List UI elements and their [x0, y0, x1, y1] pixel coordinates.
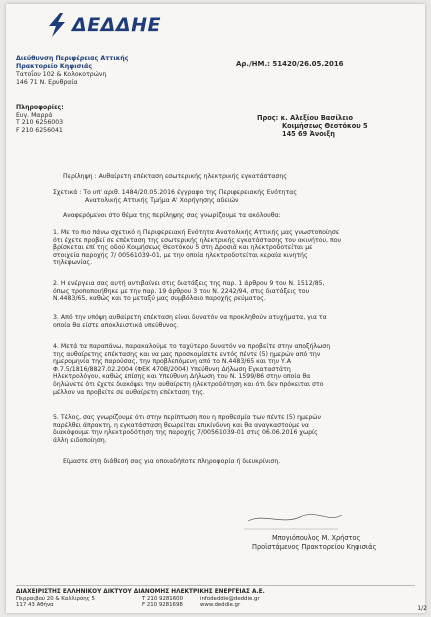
contact-info: Πληροφορίες: Ευγ. Μαρρά Τ 210 6256003 F 210 6256041	[16, 104, 64, 134]
paragraph-1: 1. Με το πιο πάνω σχετικό η Περιφερειακή Ενότητα Ανατολικής Αττικής μας γνωστοποίησε ότι έχετε προβεί σε επέκταση της εσωτερικής ηλεκτρικής εγκατάστασης του ακινήτου, που βρίσκεται επί της οδού Κοιμήσεως Θεοτόκου 5 στη Δροσιά και ηλεκτροδοτείται με στοιχεία παροχής 7/ 00561039-01, με την οποία ηλεκτροδοτείται κεραία κινητής τηλεφωνίας.	[53, 229, 342, 267]
paragraph-4: 4. Μετά τα παραπάνω, παρακαλούμε το ταχύτερο δυνατόν να προβείτε στην αποξήλωση της αυθαίρετης επέκτασης και να μας προσκομίσετε εντός πέντε (5) ημερών από την ημερομηνία της παρούσας, την προβλεπόμενη από το Ν.4483/65 και την Υ.Α Φ.7.5/1816/8827.02.2004 (ΦΕΚ 470Β/2004) Υπεύθυνη Δήλωση Εγκαταστάτη Ηλεκτρολόγου, καθώς επίσης και Υπεύθυνη Δήλωση του Ν. 1599/86 στην οποία θα δηλώνετε ότι έχετε διακόψει την αυθαίρετη ηλεκτροδότηση και ότι δεν πρόκειται στο μέλλον να προβείτε σε αυθαίρετη επέκταση της.	[53, 343, 331, 396]
stamp-marks	[238, 509, 348, 537]
reference-line: Σχετικά : Το υπ' αριθ. 1484/20.05.2016 έγγραφο της Περιφερειακής Ενότητας Ανατολικής Αττικής Τμήμα Α' Χορήγησης αδειών	[53, 189, 297, 204]
signer-name: Μπογιόπουλος Μ. Χρήστος	[272, 534, 361, 542]
signature-block	[252, 534, 376, 551]
lightning-bolt-icon	[44, 12, 70, 38]
intro-line: Αναφερόμενοι στο θέμα της περίληψης σας γνωρίζουμε τα ακόλουθα:	[63, 212, 281, 219]
footer-email: infodeddie@deddie.gr	[200, 595, 260, 602]
protocol-number: Αρ./ΗΜ.: 51420/26.05.2016	[236, 60, 344, 68]
paragraph-2: 2. Η ενέργεια σας αυτή αντιβαίνει στις διατάξεις της παρ. 1 άρθρου 9 του Ν. 1512/85, όπως τροποποιήθηκε με την παρ. 19 άρθρου 3 του Ν. 2242/94, στις διατάξεις του Ν.4483/65, καθώς και το μεταξύ μας συμβόλαιο παροχής ρεύματος.	[53, 280, 325, 303]
recipient: Προς: κ. Αλεξίου Βασίλειο Κοιμήσεως Θεοτόκου 5 145 69 Άνοιξη	[257, 114, 368, 139]
paragraph-3: 3. Από την υπόψη αυθαίρετη επέκταση είναι δυνατόν να προκληθούν ατυχήματα, για τα οποία θα είστε αποκλειστικά υπεύθυνος.	[53, 314, 327, 329]
issuing-address: Τατοΐου 102 & Κολοκοτρώνη 146 71 Ν. Ερυθραία	[16, 71, 107, 86]
footer-website: www.deddie.gr	[200, 602, 241, 609]
page-number: 1/2	[417, 605, 427, 612]
letter-page	[6, 4, 425, 613]
deddie-logo	[44, 12, 161, 38]
issuing-department: Διεύθυνση Περιφέρειας Αττικής Πρακτορείο Κηφισιάς	[16, 55, 129, 70]
signer-title: Προϊστάμενος Πρακτορείου Κηφισιάς	[252, 542, 377, 551]
paragraph-5: 5. Τέλος, σας γνωρίζουμε ότι στην περίπτωση που η προθεσμία των πέντε (5) ημερών παρέλθει άπρακτη, η εγκατάσταση θεωρείται επικίνδυνη και θα αναγκαστούμε να διακόψουμε την ηλεκτροδότηση της παροχής 7/00561039-01 στις 06.06.2016 χωρίς άλλη ειδοποίηση.	[53, 414, 321, 444]
logo-wordmark: ΔΕΔΔΗΕ	[72, 14, 161, 36]
footer: ΔΙΑΧΕΙΡΙΣΤΗΣ ΕΛΛΗΝΙΚΟΥ ΔΙΚΤΥΟΥ ΔΙΑΝΟΜΗΣ ΗΛΕΚΤΡΙΚΗΣ ΕΝΕΡΓΕΙΑΣ Α.Ε. Περραιβού 20 & Καλλιρόης 5 Τ 210 9281600 infodeddie@deddie.gr 117 43 Αθήνα F 210 9281698 www.deddie.gr	[16, 589, 415, 609]
footer-divider	[16, 585, 415, 586]
closing-line: Είμαστε στη διάθεσή σας για οποιαδήποτε πληροφορία ή διευκρίνιση.	[63, 458, 281, 465]
info-label: Πληροφορίες:	[16, 104, 64, 111]
subject-line: Περίληψη : Αυθαίρετη επέκταση εσωτερικής ηλεκτρικής εγκατάστασης	[63, 173, 287, 180]
footer-company: ΔΙΑΧΕΙΡΙΣΤΗΣ ΕΛΛΗΝΙΚΟΥ ΔΙΚΤΥΟΥ ΔΙΑΝΟΜΗΣ ΗΛΕΚΤΡΙΚΗΣ ΕΝΕΡΓΕΙΑΣ Α.Ε.	[16, 589, 265, 595]
